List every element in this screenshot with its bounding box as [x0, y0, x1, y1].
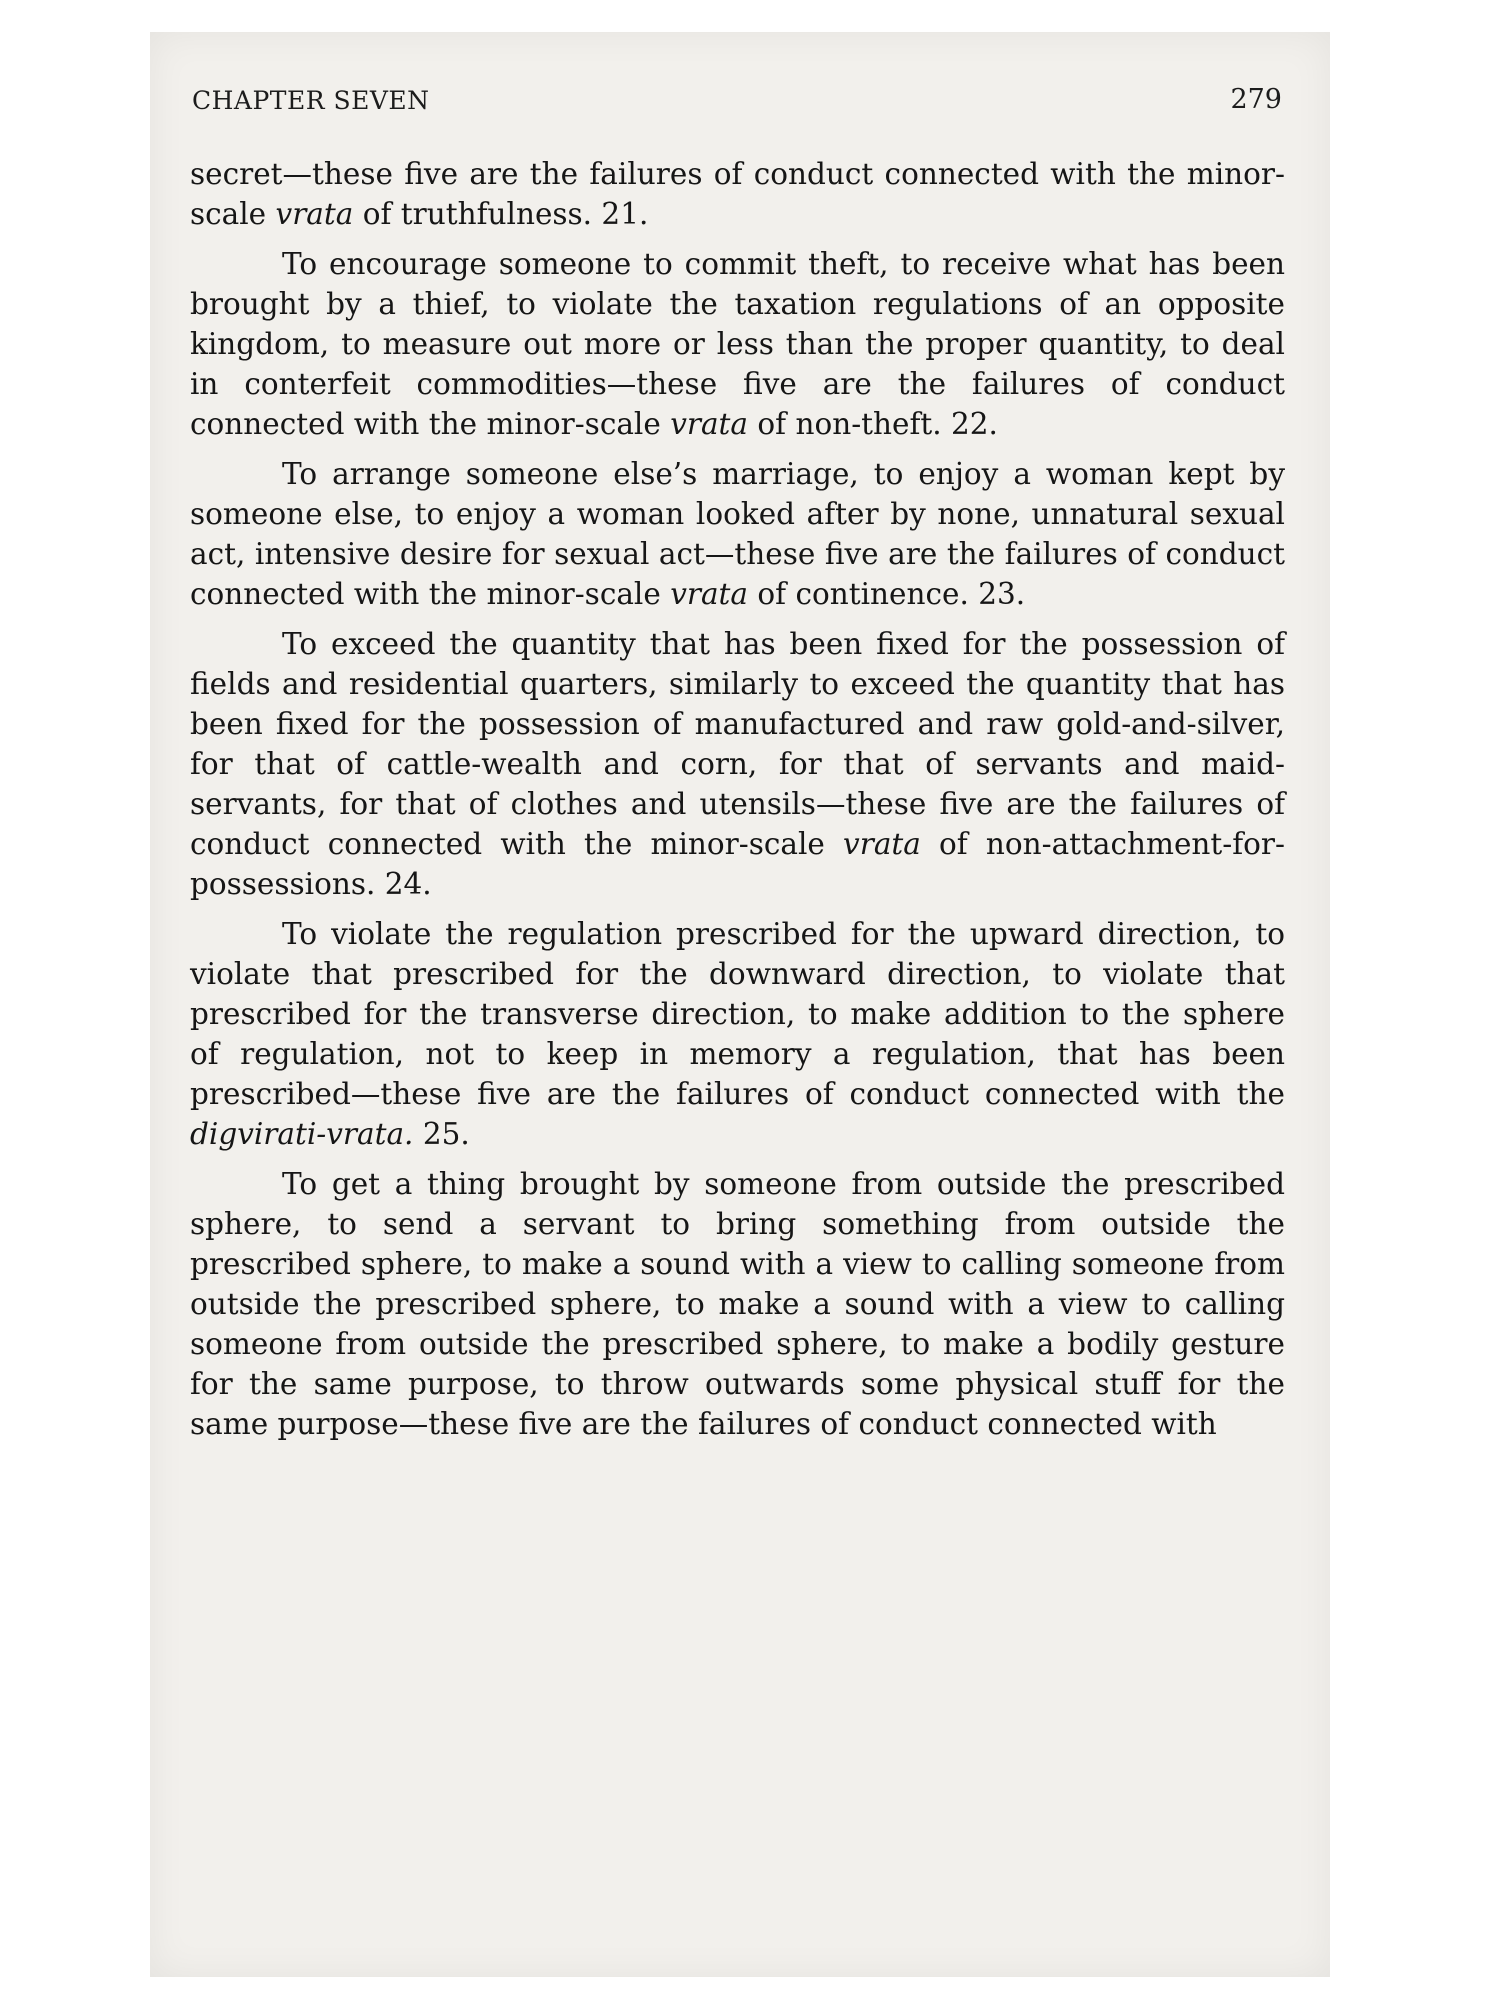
body-text [190, 154, 1285, 1454]
paragraph-25: To violate the regulation prescribed for the upward direction, to violate that prescribed for the downward direction, to violate that prescribed for the transverse direction, to make addition to the sphere of regulation, not to keep in memory a regulation, that has been prescribed—these five are the failures of conduct connected with the digvirati-vrata. 25. [190, 917, 1285, 1151]
paragraph-24: To exceed the quantity that has been fixed for the possession of fields and residential quarters, similarly to exceed the quantity that has been fixed for the possession of manufactured and raw gold-and-silver, for that of cattle-wealth and corn, for that of servants and maid-servants, for that of clothes and utensils—these five are the failures of conduct connected with the minor-scale vrata of non-attachment-for-possessions. 24. [190, 627, 1285, 901]
book-page [150, 32, 1330, 1977]
paragraph-21: secret—these five are the failures of conduct connected with the minor-scale vrata of truthfulness. 21. [190, 157, 1285, 231]
paragraph-22: To encourage someone to commit theft, to receive what has been brought by a thief, to violate the taxation regulations of an opposite kingdom, to measure out more or less than the proper quantity, to deal in conterfeit commodities—these five are the failures of conduct connected with the minor-scale vrata of non-theft. 22. [190, 247, 1285, 441]
paragraph-23: To arrange someone else’s marriage, to enjoy a woman kept by someone else, to enjoy a woman looked after by none, unnatural sexual act, intensive desire for sexual act—these five are the failures of conduct connected with the minor-scale vrata of continence. 23. [190, 457, 1285, 611]
chapter-title: CHAPTER SEVEN [192, 86, 430, 115]
paragraph-26: To get a thing brought by someone from outside the prescribed sphere, to send a servant to bring something from outside the prescribed sphere, to make a sound with a view to calling someone from outside the prescribed sphere, to make a sound with a view to calling someone from outside the prescribed sphere, to make a bodily gesture for the same purpose, to throw outwards some physical stuff for the same purpose—these five are the failures of conduct connected with [190, 1167, 1285, 1441]
page-header [192, 80, 1282, 120]
page-number: 279 [1230, 84, 1282, 115]
